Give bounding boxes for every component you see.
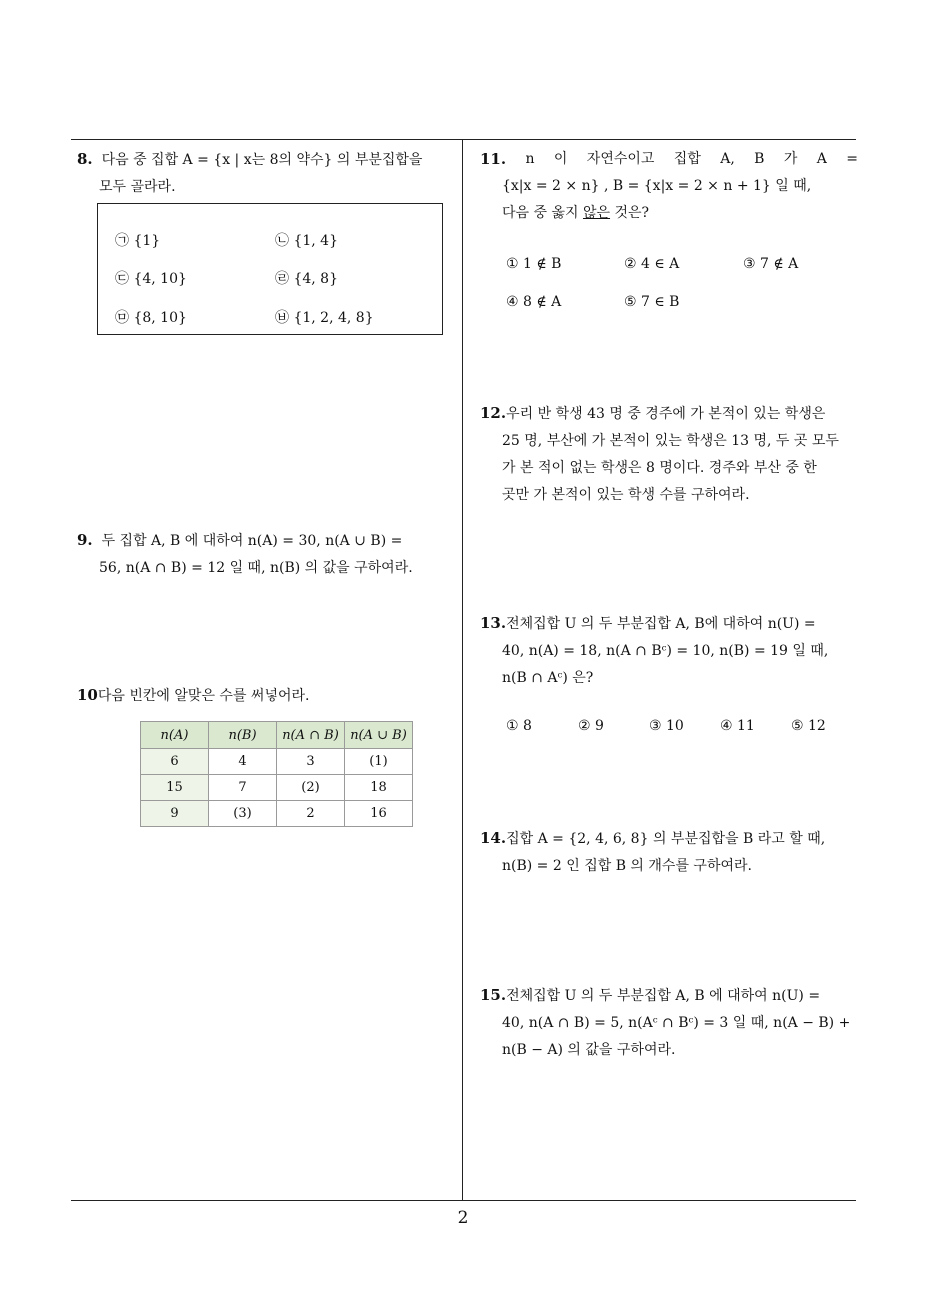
problem-number: 14.: [480, 829, 507, 847]
problem-number: 15.: [480, 986, 507, 1004]
table-cell: 18: [345, 775, 413, 801]
problem-text-line: 가 본 적이 없는 학생은 8 명이다. 경주와 부산 중 한: [502, 460, 817, 476]
choice-item: ㉤ {8, 10}: [115, 310, 187, 326]
choice-box: [97, 203, 443, 335]
table-cell: 9: [141, 801, 209, 827]
problem-text-line: 25 명, 부산에 가 본적이 있는 학생은 13 명, 두 곳 모두: [502, 433, 839, 449]
choice-item: ㉢ {4, 10}: [115, 271, 187, 287]
problem-text-line: 우리 반 학생 43 명 중 경주에 가 본적이 있는 학생은: [506, 406, 826, 422]
table-cell: 16: [345, 801, 413, 827]
problem-text-line: 집합 A = {2, 4, 6, 8} 의 부분집합을 B 라고 할 때,: [506, 831, 826, 847]
problem-text-line: n(B ∩ Aᶜ) 은?: [502, 670, 594, 686]
problem-text-line: 11. n 이 자연수이고 집합 A, B 가 A =: [480, 146, 858, 173]
choice-item: ㉠ {1}: [115, 233, 161, 249]
table-cell: (3): [209, 801, 277, 827]
top-rule: [71, 139, 856, 140]
table-row: [141, 801, 413, 827]
problem-number: 8.: [77, 150, 93, 168]
problem-text-line: n(B − A) 의 값을 구하여라.: [502, 1042, 676, 1058]
problem-text-line: 다음 중 옳지 않은 것은?: [502, 205, 650, 221]
problem-number: 9.: [77, 531, 93, 549]
bottom-rule: [71, 1200, 856, 1201]
choice-item: ㉥ {1, 2, 4, 8}: [275, 310, 374, 326]
choice-item: ㉣ {4, 8}: [275, 271, 338, 287]
table-cell: 4: [209, 749, 277, 775]
table-header: n(B): [209, 722, 277, 749]
problem-9: [77, 527, 457, 582]
problem-text-line: 40, n(A ∩ B) = 5, n(Aᶜ ∩ Bᶜ) = 3 일 때, n(A − B) +: [502, 1015, 851, 1031]
table-cell: 6: [141, 749, 209, 775]
problem-11: [480, 146, 858, 227]
problem-number: 11.: [480, 150, 507, 168]
problem-text-line: 두 집합 A, B 에 대하여 n(A) = 30, n(A ∪ B) =: [101, 533, 403, 549]
option-1[interactable]: ① 1 ∉ B: [506, 256, 562, 272]
problem-text-line: 다음 빈칸에 알맞은 수를 써넣어라.: [97, 688, 310, 704]
problem-text-line: 전체집합 U 의 두 부분집합 A, B 에 대하여 n(U) =: [506, 988, 821, 1004]
option-2[interactable]: ② 4 ∈ A: [624, 256, 680, 272]
option-3[interactable]: ③ 10: [649, 718, 684, 734]
table-cell: 3: [277, 749, 345, 775]
table-cell: (1): [345, 749, 413, 775]
table-header: n(A): [141, 722, 209, 749]
table-row: [141, 749, 413, 775]
table-row: [141, 775, 413, 801]
table-header: n(A ∪ B): [345, 722, 413, 749]
option-5[interactable]: ⑤ 7 ∈ B: [624, 294, 680, 310]
problem-text-line: n(B) = 2 인 집합 B 의 개수를 구하여라.: [502, 858, 752, 874]
problem-11-options: [506, 256, 846, 316]
problem-text-line: 모두 골라라.: [99, 179, 176, 195]
option-4[interactable]: ④ 11: [720, 718, 755, 734]
option-5[interactable]: ⑤ 12: [791, 718, 826, 734]
problem-text-line: 전체집합 U 의 두 부분집합 A, B에 대하여 n(U) =: [506, 616, 816, 632]
problem-10-table: [140, 721, 413, 827]
problem-number: 13.: [480, 614, 507, 632]
problem-text-line: 곳만 가 본적이 있는 학생 수를 구하여라.: [502, 487, 750, 503]
problem-text-line: {x|x = 2 × n} , B = {x|x = 2 × n + 1} 일 때,: [502, 178, 812, 194]
problem-15: [480, 982, 860, 1064]
problem-text-line: 40, n(A) = 18, n(A ∩ Bᶜ) = 10, n(B) = 19 일 때,: [502, 643, 829, 659]
option-2[interactable]: ② 9: [578, 718, 604, 734]
table-cell: (2): [277, 775, 345, 801]
problem-number: 10: [77, 686, 98, 704]
page-number: 2: [457, 1208, 469, 1228]
table-cell: 2: [277, 801, 345, 827]
problem-13-options: [506, 718, 846, 740]
problem-number: 12.: [480, 404, 507, 422]
option-3[interactable]: ③ 7 ∉ A: [743, 256, 799, 272]
option-4[interactable]: ④ 8 ∉ A: [506, 294, 562, 310]
table-cell: 15: [141, 775, 209, 801]
problem-14: [480, 825, 860, 880]
problem-12: [480, 400, 860, 509]
table-cell: 7: [209, 775, 277, 801]
problem-text-line: 다음 중 집합 A = {x | x는 8의 약수} 의 부분집합을: [101, 152, 423, 168]
problem-8: [77, 146, 457, 201]
column-divider: [462, 139, 463, 1201]
problem-13: [480, 610, 860, 692]
choice-item: ㉡ {1, 4}: [275, 233, 338, 249]
table-header: n(A ∩ B): [277, 722, 345, 749]
problem-text-line: 56, n(A ∩ B) = 12 일 때, n(B) 의 값을 구하여라.: [99, 560, 413, 576]
problem-10: [77, 682, 457, 710]
option-1[interactable]: ① 8: [506, 718, 532, 734]
